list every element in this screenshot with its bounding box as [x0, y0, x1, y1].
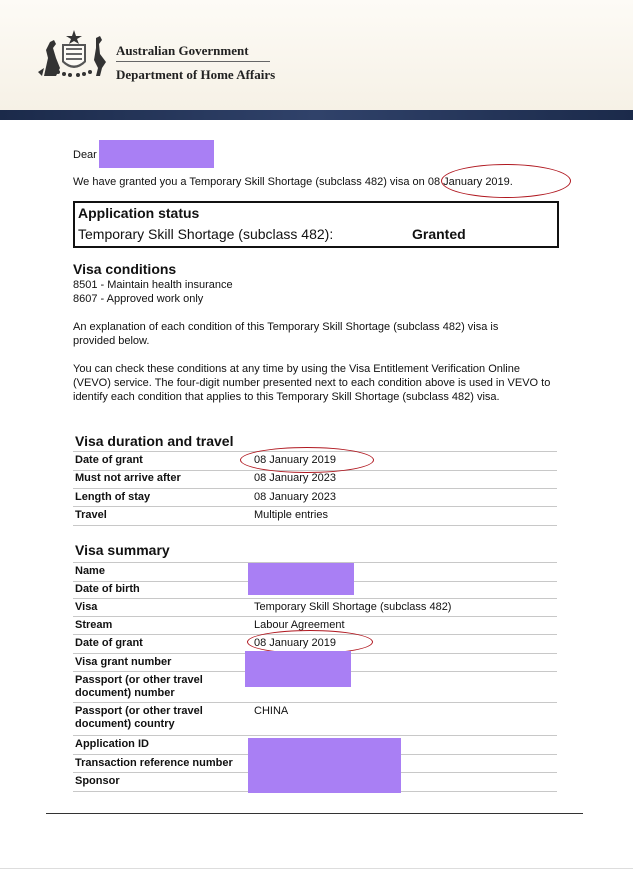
row-label: Visa grant number: [75, 656, 172, 668]
row-value: 08 January 2019: [254, 637, 336, 649]
table-row: [73, 703, 557, 736]
row-value: 08 January 2023: [254, 472, 336, 484]
row-value: 08 January 2019: [254, 454, 336, 466]
conditions-title: Visa conditions: [73, 261, 177, 277]
coat-of-arms-icon: [36, 28, 112, 80]
row-label: Travel: [75, 509, 107, 521]
government-name: Australian Government: [116, 43, 249, 58]
conditions-explanation: An explanation of each condition of this Temporary Skill Shortage (subclass 482) visa is provided below.: [73, 321, 499, 347]
redaction-application-sponsor: [248, 738, 401, 793]
row-label: Stream: [75, 619, 113, 631]
condition-text: Maintain health insurance: [107, 279, 233, 291]
department-name: Department of Home Affairs: [116, 67, 276, 82]
row-value: Multiple entries: [254, 509, 328, 521]
condition-code: 8607 -: [73, 293, 105, 305]
row-label: Application ID: [75, 738, 149, 750]
row-label: Date of grant: [75, 637, 143, 649]
status-label: Temporary Skill Shortage (subclass 482):: [78, 226, 334, 242]
table-row: [73, 599, 557, 617]
duration-title: Visa duration and travel: [75, 433, 234, 449]
grant-sentence: We have granted you a Temporary Skill Shortage (subclass 482) visa on 08 January 2019.: [73, 176, 513, 188]
row-label: Name: [75, 565, 105, 577]
row-value: Labour Agreement: [254, 619, 345, 631]
condition-code: 8501 -: [73, 279, 105, 291]
summary-title: Visa summary: [75, 542, 170, 558]
header-divider: [116, 61, 270, 62]
row-value: 08 January 2023: [254, 491, 336, 503]
row-value: Temporary Skill Shortage (subclass 482): [254, 601, 452, 613]
row-label: Date of birth: [75, 583, 140, 595]
header-bar: [0, 110, 633, 120]
footer-divider: [46, 813, 583, 814]
condition-item: [73, 278, 233, 292]
vevo-explanation: You can check these conditions at any time by using the Visa Entitlement Verification Online (VEVO) service. The four-digit number presented next to each condition above is used in VEVO to identify each condition that applies to this Temporary Skill Shortage (subclass 482) visa.: [73, 363, 551, 403]
redaction-recipient-name: [99, 140, 214, 168]
redaction-grant-passport: [245, 651, 351, 687]
row-label: Date of grant: [75, 454, 143, 466]
redaction-name-dob: [248, 563, 354, 595]
row-label: Visa: [75, 601, 98, 613]
table-row: [73, 507, 557, 526]
table-row: [73, 489, 557, 507]
row-value: CHINA: [254, 705, 289, 717]
row-label: Transaction reference number: [75, 757, 233, 769]
row-label: Passport (or other travel document) country: [75, 705, 203, 730]
condition-item: [73, 292, 203, 306]
row-label: Passport (or other travel document) number: [75, 674, 203, 699]
application-status-box: [73, 201, 559, 248]
annotation-circle-grant-date: [240, 447, 374, 473]
row-label: Must not arrive after: [75, 472, 181, 484]
status-title: Application status: [78, 205, 200, 221]
annotation-circle-grant-date: [441, 164, 571, 198]
row-label: Sponsor: [75, 775, 120, 787]
condition-text: Approved work only: [106, 293, 204, 305]
row-label: Length of stay: [75, 491, 151, 503]
page-edge: [0, 868, 633, 869]
salutation: Dear: [73, 149, 97, 161]
status-value: Granted: [412, 226, 466, 242]
